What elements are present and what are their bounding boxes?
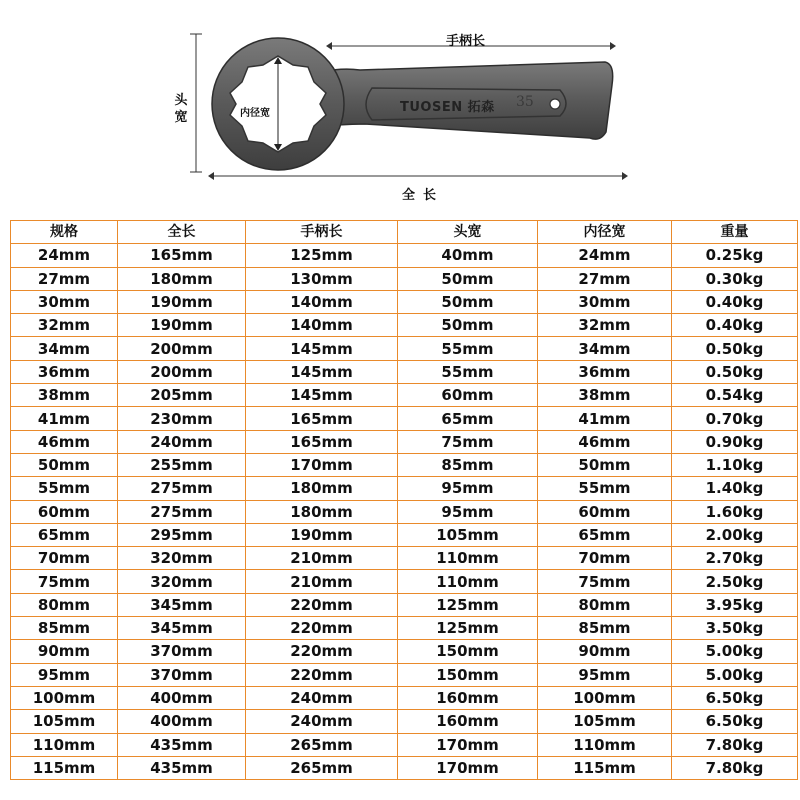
table-cell: 46mm: [538, 430, 672, 453]
table-cell: 370mm: [118, 640, 246, 663]
table-row: [11, 663, 798, 686]
table-cell: 90mm: [538, 640, 672, 663]
table-row: [11, 593, 798, 616]
table-cell: 110mm: [398, 570, 538, 593]
table-cell: 160mm: [398, 686, 538, 709]
table-cell: 160mm: [398, 710, 538, 733]
table-cell: 30mm: [11, 290, 118, 313]
table-cell: 140mm: [246, 290, 398, 313]
table-cell: 55mm: [538, 477, 672, 500]
table-cell: 220mm: [246, 663, 398, 686]
table-cell: 27mm: [538, 267, 672, 290]
size-engraving: 35: [516, 94, 534, 110]
table-row: [11, 570, 798, 593]
table-cell: 145mm: [246, 337, 398, 360]
table-row: [11, 547, 798, 570]
table-cell: 0.90kg: [672, 430, 798, 453]
table-cell: 7.80kg: [672, 733, 798, 756]
header-cell: 重量: [672, 221, 798, 244]
table-cell: 100mm: [11, 686, 118, 709]
table-cell: 0.40kg: [672, 314, 798, 337]
table-cell: 125mm: [398, 593, 538, 616]
table-cell: 150mm: [398, 640, 538, 663]
table-cell: 240mm: [118, 430, 246, 453]
spec-table-body: [11, 244, 798, 780]
spec-table: [10, 220, 798, 780]
table-cell: 125mm: [398, 617, 538, 640]
table-cell: 6.50kg: [672, 686, 798, 709]
inner-diameter-label: 内径宽: [240, 108, 270, 119]
table-cell: 1.10kg: [672, 453, 798, 476]
table-cell: 36mm: [538, 360, 672, 383]
table-cell: 75mm: [538, 570, 672, 593]
table-cell: 90mm: [11, 640, 118, 663]
table-row: [11, 733, 798, 756]
table-row: [11, 686, 798, 709]
hang-hole: [550, 99, 560, 109]
table-row: [11, 384, 798, 407]
table-cell: 34mm: [11, 337, 118, 360]
table-cell: 220mm: [246, 640, 398, 663]
table-row: [11, 756, 798, 779]
table-cell: 1.60kg: [672, 500, 798, 523]
table-cell: 435mm: [118, 733, 246, 756]
table-cell: 370mm: [118, 663, 246, 686]
head-width-label: 头宽: [174, 93, 188, 125]
wrench-diagram: [0, 0, 800, 215]
table-cell: 100mm: [538, 686, 672, 709]
table-cell: 95mm: [398, 500, 538, 523]
table-cell: 32mm: [11, 314, 118, 337]
table-cell: 165mm: [246, 407, 398, 430]
table-cell: 7.80kg: [672, 756, 798, 779]
table-cell: 55mm: [11, 477, 118, 500]
table-cell: 75mm: [398, 430, 538, 453]
table-cell: 1.40kg: [672, 477, 798, 500]
table-cell: 145mm: [246, 360, 398, 383]
table-cell: 80mm: [11, 593, 118, 616]
table-cell: 95mm: [398, 477, 538, 500]
table-cell: 41mm: [538, 407, 672, 430]
table-row: [11, 477, 798, 500]
table-cell: 0.50kg: [672, 360, 798, 383]
table-row: [11, 430, 798, 453]
table-cell: 30mm: [538, 290, 672, 313]
table-row: [11, 617, 798, 640]
table-cell: 110mm: [398, 547, 538, 570]
table-cell: 3.50kg: [672, 617, 798, 640]
table-cell: 0.54kg: [672, 384, 798, 407]
table-cell: 105mm: [538, 710, 672, 733]
table-cell: 345mm: [118, 593, 246, 616]
header-cell: 内径宽: [538, 221, 672, 244]
table-cell: 165mm: [246, 430, 398, 453]
table-cell: 32mm: [538, 314, 672, 337]
table-cell: 70mm: [538, 547, 672, 570]
table-cell: 50mm: [538, 453, 672, 476]
table-cell: 200mm: [118, 337, 246, 360]
table-cell: 145mm: [246, 384, 398, 407]
table-cell: 190mm: [118, 314, 246, 337]
header-cell: 手柄长: [246, 221, 398, 244]
table-cell: 435mm: [118, 756, 246, 779]
table-cell: 110mm: [538, 733, 672, 756]
table-cell: 180mm: [246, 500, 398, 523]
table-cell: 115mm: [11, 756, 118, 779]
table-header-row: [11, 221, 798, 244]
table-row: [11, 523, 798, 546]
table-cell: 220mm: [246, 617, 398, 640]
table-cell: 130mm: [246, 267, 398, 290]
table-cell: 34mm: [538, 337, 672, 360]
table-cell: 210mm: [246, 570, 398, 593]
table-cell: 2.50kg: [672, 570, 798, 593]
table-row: [11, 267, 798, 290]
table-cell: 24mm: [538, 244, 672, 267]
table-cell: 85mm: [11, 617, 118, 640]
table-cell: 240mm: [246, 686, 398, 709]
table-row: [11, 360, 798, 383]
table-cell: 170mm: [398, 756, 538, 779]
table-row: [11, 290, 798, 313]
brand-engraving: TUOSEN 拓森: [400, 100, 495, 115]
table-cell: 320mm: [118, 547, 246, 570]
table-row: [11, 244, 798, 267]
table-cell: 170mm: [246, 453, 398, 476]
header-cell: 头宽: [398, 221, 538, 244]
table-cell: 180mm: [118, 267, 246, 290]
table-cell: 38mm: [11, 384, 118, 407]
header-cell: 规格: [11, 221, 118, 244]
table-cell: 2.00kg: [672, 523, 798, 546]
table-row: [11, 640, 798, 663]
table-cell: 275mm: [118, 477, 246, 500]
table-cell: 165mm: [118, 244, 246, 267]
table-cell: 50mm: [398, 290, 538, 313]
table-cell: 65mm: [398, 407, 538, 430]
table-cell: 190mm: [118, 290, 246, 313]
table-cell: 220mm: [246, 593, 398, 616]
table-cell: 41mm: [11, 407, 118, 430]
table-cell: 36mm: [11, 360, 118, 383]
table-cell: 40mm: [398, 244, 538, 267]
table-cell: 24mm: [11, 244, 118, 267]
table-cell: 5.00kg: [672, 663, 798, 686]
table-cell: 275mm: [118, 500, 246, 523]
table-cell: 105mm: [11, 710, 118, 733]
table-cell: 0.70kg: [672, 407, 798, 430]
table-cell: 38mm: [538, 384, 672, 407]
table-cell: 46mm: [11, 430, 118, 453]
table-cell: 0.25kg: [672, 244, 798, 267]
total-length-label: 全长: [402, 188, 445, 203]
table-cell: 400mm: [118, 686, 246, 709]
table-cell: 320mm: [118, 570, 246, 593]
table-cell: 150mm: [398, 663, 538, 686]
table-row: [11, 500, 798, 523]
table-cell: 27mm: [11, 267, 118, 290]
table-cell: 400mm: [118, 710, 246, 733]
table-cell: 80mm: [538, 593, 672, 616]
table-row: [11, 453, 798, 476]
table-cell: 85mm: [538, 617, 672, 640]
table-cell: 345mm: [118, 617, 246, 640]
table-cell: 95mm: [11, 663, 118, 686]
table-cell: 240mm: [246, 710, 398, 733]
table-cell: 295mm: [118, 523, 246, 546]
table-cell: 205mm: [118, 384, 246, 407]
table-cell: 75mm: [11, 570, 118, 593]
header-cell: 全长: [118, 221, 246, 244]
table-cell: 60mm: [398, 384, 538, 407]
table-cell: 5.00kg: [672, 640, 798, 663]
table-cell: 170mm: [398, 733, 538, 756]
table-row: [11, 710, 798, 733]
table-cell: 105mm: [398, 523, 538, 546]
table-cell: 200mm: [118, 360, 246, 383]
table-cell: 6.50kg: [672, 710, 798, 733]
table-cell: 110mm: [11, 733, 118, 756]
table-cell: 65mm: [538, 523, 672, 546]
table-cell: 115mm: [538, 756, 672, 779]
table-cell: 55mm: [398, 360, 538, 383]
table-row: [11, 337, 798, 360]
table-cell: 55mm: [398, 337, 538, 360]
handle-length-label: 手柄长: [446, 34, 486, 49]
table-cell: 60mm: [538, 500, 672, 523]
table-cell: 180mm: [246, 477, 398, 500]
table-cell: 95mm: [538, 663, 672, 686]
table-cell: 70mm: [11, 547, 118, 570]
table-cell: 230mm: [118, 407, 246, 430]
table-cell: 210mm: [246, 547, 398, 570]
table-row: [11, 407, 798, 430]
table-cell: 50mm: [11, 453, 118, 476]
table-cell: 2.70kg: [672, 547, 798, 570]
table-cell: 60mm: [11, 500, 118, 523]
table-cell: 50mm: [398, 267, 538, 290]
table-cell: 190mm: [246, 523, 398, 546]
table-cell: 0.40kg: [672, 290, 798, 313]
table-cell: 65mm: [11, 523, 118, 546]
table-cell: 0.30kg: [672, 267, 798, 290]
table-cell: 85mm: [398, 453, 538, 476]
table-row: [11, 314, 798, 337]
table-cell: 140mm: [246, 314, 398, 337]
table-cell: 265mm: [246, 733, 398, 756]
table-cell: 265mm: [246, 756, 398, 779]
table-cell: 125mm: [246, 244, 398, 267]
table-cell: 0.50kg: [672, 337, 798, 360]
table-cell: 50mm: [398, 314, 538, 337]
table-cell: 3.95kg: [672, 593, 798, 616]
table-cell: 255mm: [118, 453, 246, 476]
